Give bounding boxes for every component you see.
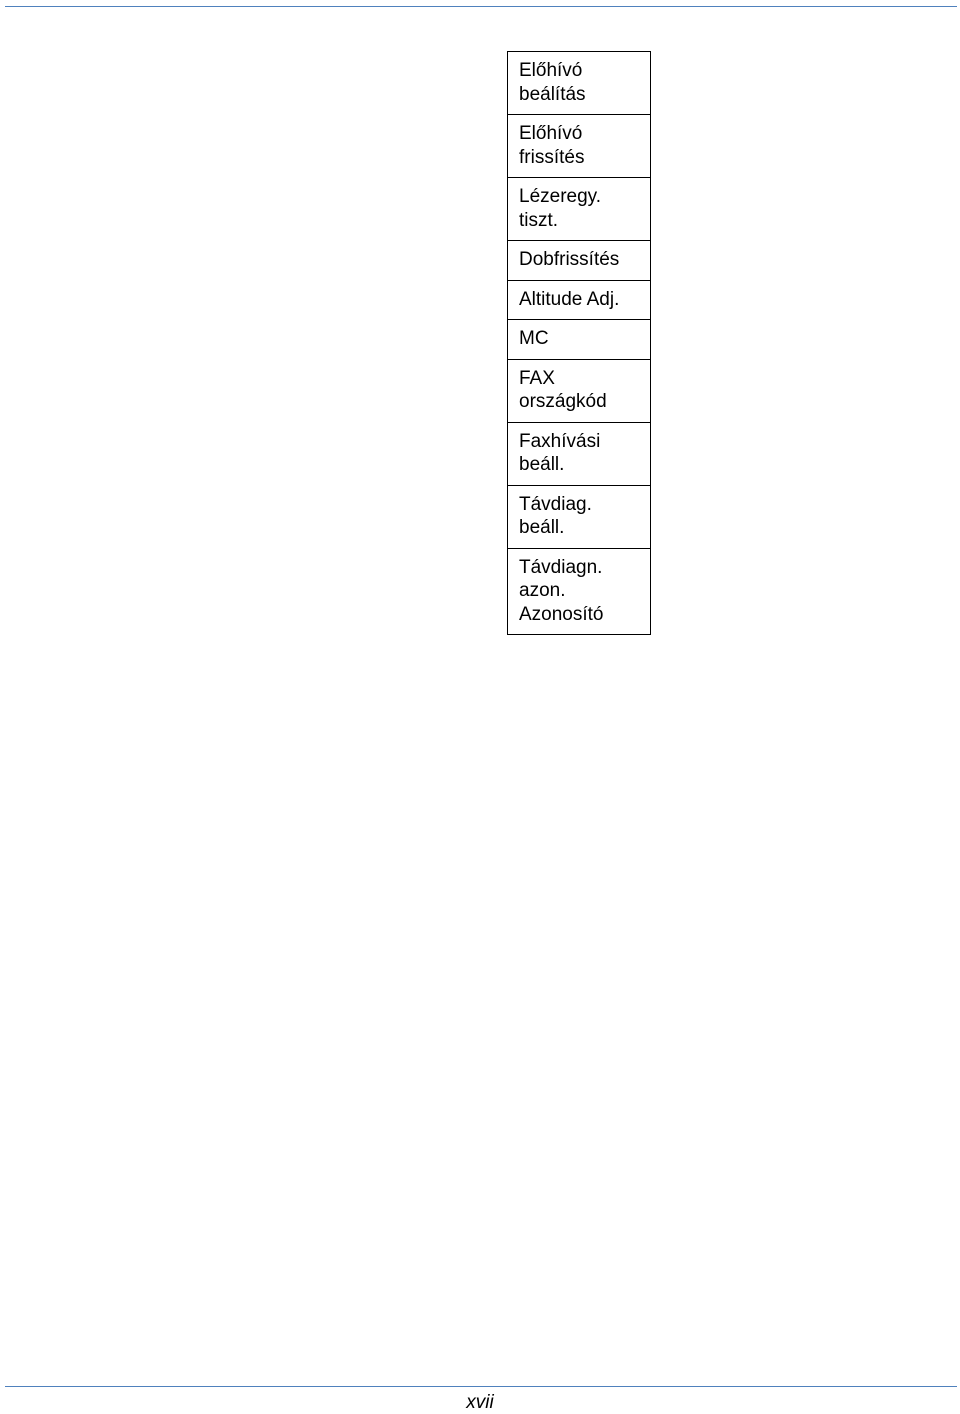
table-row (508, 359, 651, 422)
page-number: xvii (466, 1392, 494, 1413)
menu-item-cell: MC (508, 320, 651, 360)
menu-item-cell: Faxhívási beáll. (508, 422, 651, 485)
menu-item-cell: Dobfrissítés (508, 241, 651, 281)
table-row (508, 548, 651, 635)
table-row (508, 178, 651, 241)
table-row (508, 320, 651, 360)
menu-item-cell: Távdiagn. azon. Azonosító (508, 548, 651, 635)
menu-item-cell: Altitude Adj. (508, 280, 651, 320)
table-row (508, 52, 651, 115)
table-row (508, 115, 651, 178)
footer-rule (5, 1386, 957, 1387)
menu-item-cell: Lézeregy. tiszt. (508, 178, 651, 241)
header-rule (5, 6, 957, 7)
table-row (508, 280, 651, 320)
table-row (508, 241, 651, 281)
menu-item-cell: Előhívó beálítás (508, 52, 651, 115)
table-row (508, 485, 651, 548)
menu-item-cell: Távdiag. beáll. (508, 485, 651, 548)
menu-items-table (507, 51, 651, 635)
table-row (508, 422, 651, 485)
menu-item-cell: FAX országkód (508, 359, 651, 422)
menu-item-cell: Előhívó frissítés (508, 115, 651, 178)
